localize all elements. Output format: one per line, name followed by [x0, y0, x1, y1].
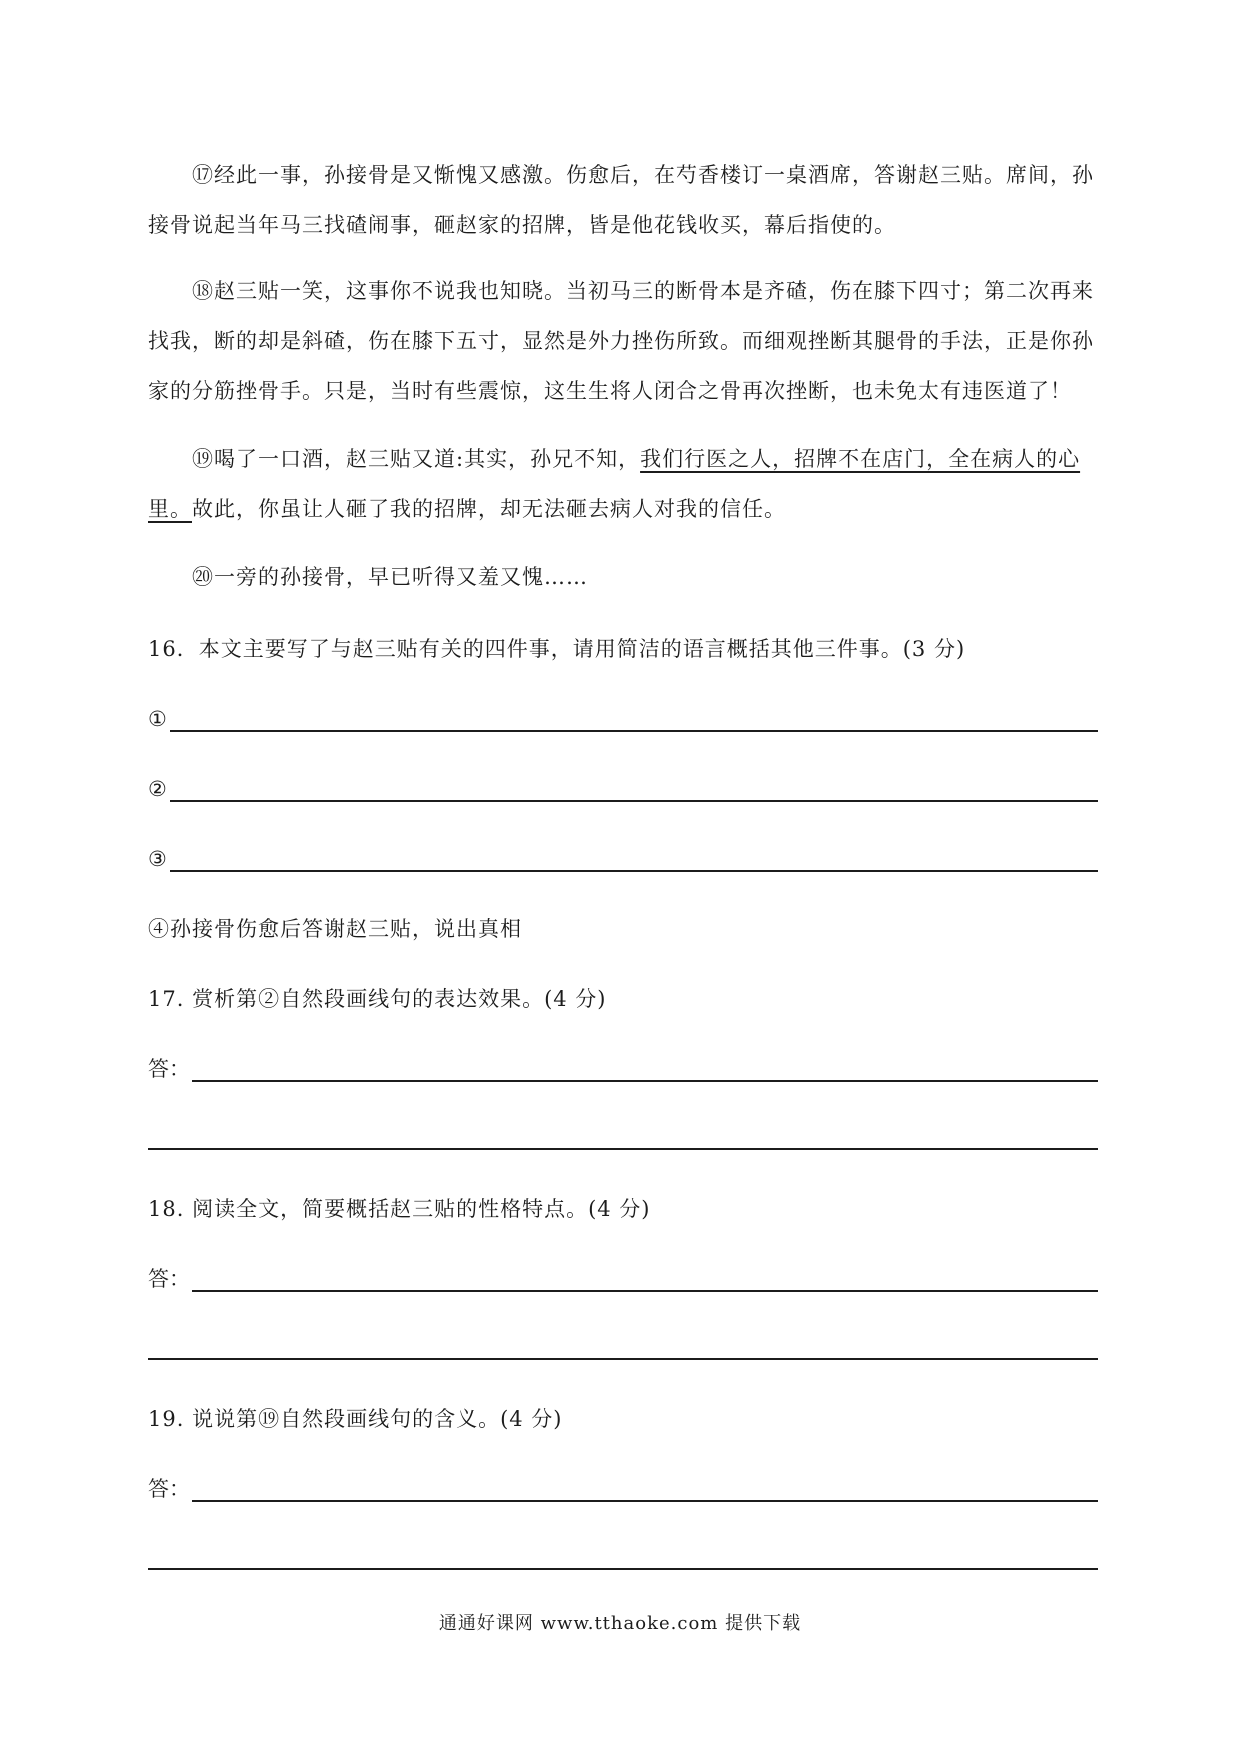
- paragraph-18: ⑱赵三贴一笑，这事你不说我也知晓。当初马三的断骨本是齐碴，伤在膝下四寸；第二次再来找我，断的却是斜碴，伤在膝下五寸，显然是外力挫伤所致。而细观挫断其腿骨的手法，正是你孙家的分筋挫骨手。只是，当时有些震惊，这生生将人闭合之骨再次挫断，也未免太有违医道了！: [148, 279, 1094, 403]
- q16-answer-line-3[interactable]: [170, 870, 1098, 872]
- q16-answer-row-2: [148, 774, 1098, 804]
- q16-mark-3: ③: [148, 847, 167, 871]
- paragraph-20: ⑳一旁的孙接骨，早已听得又羞又愧……: [192, 565, 588, 589]
- paragraph-17: ⑰经此一事，孙接骨是又惭愧又感激。伤愈后，在芍香楼订一桌酒席，答谢赵三贴。席间，孙接骨说起当年马三找碴闹事，砸赵家的招牌，皆是他花钱收买，幕后指使的。: [148, 163, 1094, 237]
- paragraph-19: [148, 434, 1098, 534]
- q19-answer-row: [148, 1474, 1098, 1504]
- q16-answer-line-2[interactable]: [170, 800, 1098, 802]
- q18-answer-row: [148, 1264, 1098, 1294]
- question-19-prompt: 19. 说说第⑲自然段画线句的含义。(4 分): [148, 1407, 563, 1431]
- question-16-prompt: 16．本文主要写了与赵三贴有关的四件事，请用简洁的语言概括其他三件事。(3 分): [148, 637, 966, 661]
- q16-answer-line-1[interactable]: [170, 730, 1098, 732]
- q16-mark-1: ①: [148, 707, 167, 731]
- q16-answer-row-3: [148, 844, 1098, 874]
- q16-answer-row-1: [148, 704, 1098, 734]
- q16-given-item: ④孙接骨伤愈后答谢赵三贴，说出真相: [148, 917, 522, 941]
- paragraph-19-intro: ⑲喝了一口酒，赵三贴又道:其实，孙兄不知，: [192, 447, 641, 471]
- question-17-prompt: 17. 赏析第②自然段画线句的表达效果。(4 分): [148, 987, 607, 1011]
- q18-answer-line-1[interactable]: [192, 1290, 1098, 1292]
- q17-answer-label: 答：: [148, 1057, 190, 1081]
- q19-answer-line-1[interactable]: [192, 1500, 1098, 1502]
- q17-answer-line-1[interactable]: [192, 1080, 1098, 1082]
- paragraph-19-rest: 故此，你虽让人砸了我的招牌，却无法砸去病人对我的信任。: [192, 497, 786, 521]
- q19-answer-line-2[interactable]: [148, 1568, 1098, 1570]
- q18-answer-label: 答：: [148, 1267, 190, 1291]
- q18-answer-line-2[interactable]: [148, 1358, 1098, 1360]
- q16-mark-2: ②: [148, 777, 167, 801]
- page-footer: 通通好课网 www.tthaoke.com 提供下载: [438, 1613, 802, 1634]
- underlined-sentence: 我们行医之人，招牌不在店门，全在病人的心里。: [148, 447, 1081, 521]
- q17-answer-line-2[interactable]: [148, 1148, 1098, 1150]
- q17-answer-row: [148, 1054, 1098, 1084]
- q19-answer-label: 答：: [148, 1477, 190, 1501]
- question-18-prompt: 18. 阅读全文，简要概括赵三贴的性格特点。(4 分): [148, 1197, 651, 1221]
